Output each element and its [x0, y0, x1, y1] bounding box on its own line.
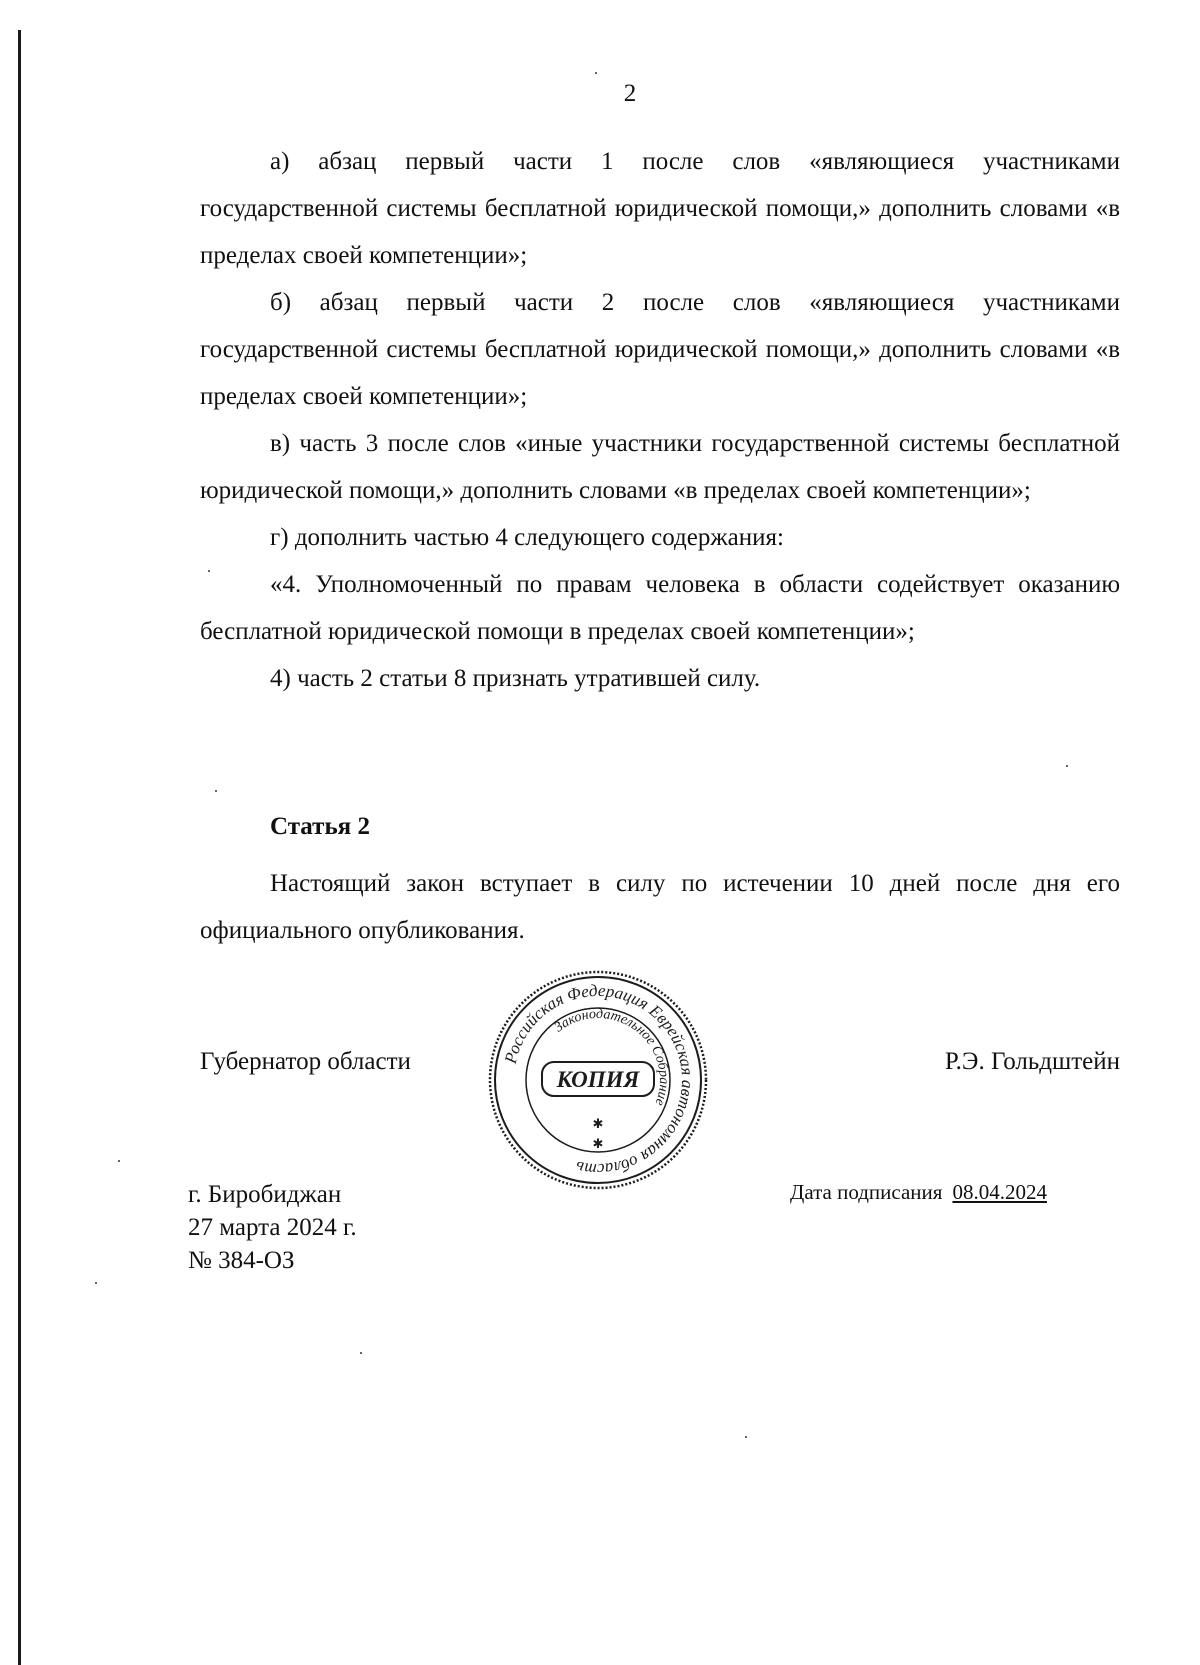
scan-edge-line	[18, 30, 21, 1665]
stamp-star-icon: ✱	[592, 1117, 604, 1132]
stamp-center-text: КОПИЯ	[556, 1067, 640, 1092]
signatory-name: Р.Э. Гольдштейн	[944, 1048, 1120, 1075]
article-2-body	[200, 860, 1120, 954]
article-2-text: Настоящий закон вступает в силу по истечении 10 дней после дня его официального опубликования.	[200, 870, 1120, 944]
scan-speck	[215, 790, 217, 792]
paragraph-item-4: 4) часть 2 статьи 8 признать утратившей силу.	[270, 665, 761, 692]
scan-speck	[95, 1282, 97, 1284]
scan-speck	[595, 72, 597, 74]
scan-speck	[745, 1436, 747, 1438]
scan-speck	[208, 570, 210, 572]
city: г. Биробиджан	[188, 1181, 342, 1208]
paragraph-v: в) часть 3 после слов «иные участники государственной системы бесплатной юридической помощи,» дополнить словами «в пределах своей компетенции»;	[200, 430, 1120, 504]
article-2-heading: Статья 2	[270, 813, 370, 840]
law-details	[188, 1178, 357, 1277]
scan-speck	[118, 1160, 120, 1162]
signing-date-value: 08.04.2024	[952, 1180, 1047, 1204]
adoption-date: 27 марта 2024 г.	[188, 1214, 357, 1241]
law-number: № 384-ОЗ	[188, 1247, 295, 1274]
signing-date-line	[790, 1180, 1047, 1205]
scan-speck	[1066, 765, 1068, 767]
signatory-title: Губернатор области	[200, 1048, 411, 1075]
paragraph-g: г) дополнить частью 4 следующего содержания:	[270, 524, 784, 551]
official-seal-stamp	[486, 968, 710, 1192]
signing-date-label: Дата подписания	[790, 1180, 943, 1204]
page-number: 2	[623, 80, 637, 107]
scan-speck	[360, 1352, 362, 1354]
paragraph-b: б) абзац первый части 2 после слов «являющиеся участниками государственной системы бесплатной юридической помощи,» дополнить словами «в пределах своей компетенции»;	[200, 289, 1120, 410]
paragraph-quoted-part-4: «4. Уполномоченный по правам человека в области содействует оказанию бесплатной юридической помощи в пределах своей компетенции»;	[200, 571, 1120, 645]
stamp-inner-text: Законодательное Собрание	[551, 1006, 672, 1108]
amendment-text	[200, 138, 1120, 702]
stamp-outer-text: Российская Федерация Еврейская автономная область	[500, 980, 698, 1180]
stamp-star-icon: ✱	[592, 1137, 604, 1152]
paragraph-a: а) абзац первый части 1 после слов «являющиеся участниками государственной системы бесплатной юридической помощи,» дополнить словами «в пределах своей компетенции»;	[200, 148, 1120, 269]
